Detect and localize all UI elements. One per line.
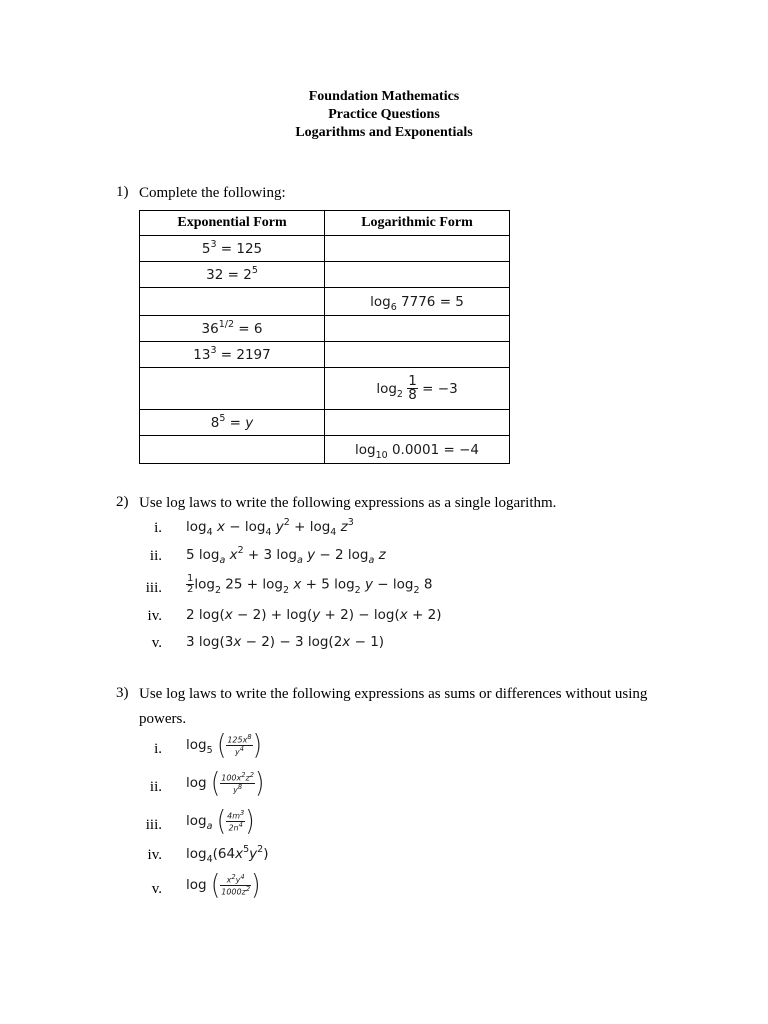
q2-expression: 2 log(x − 2) + log(y + 2) − log(x + 2) — [186, 607, 442, 623]
q3-expression: $\log_4(64x^5y^2)$ — [186, 844, 269, 865]
document-title: Foundation Mathematics — [308, 89, 460, 104]
log-cell: $\log_{10} 0.0001 = -4$ — [325, 436, 510, 464]
q2-expression: $\frac{1}{2}$ $\log_2 25 + \log_2 x + 5$ $\log_2 y - \log_2 8$ — [187, 573, 433, 596]
q2-item-label: ii. — [149, 548, 162, 564]
table-header-row — [140, 211, 510, 236]
document-subtitle: Practice Questions — [328, 107, 440, 122]
table-row — [140, 436, 510, 464]
q3-expression: $\log_5$ ( $\frac{125x^8}{y^4}$ ) — [186, 728, 262, 762]
table-row — [140, 316, 510, 342]
document-topic: Logarithms and Exponentials — [295, 125, 473, 140]
log-cell-blank — [325, 262, 510, 288]
exp-cell: $5^3 = 125$ — [140, 236, 325, 262]
question-2-number: 2) — [116, 494, 129, 510]
log-cell: $\log_2$ $\frac{1}{8}$ = −3 — [325, 368, 510, 410]
q3-item-label: v. — [151, 881, 162, 897]
q2-item-label: iii. — [145, 580, 162, 596]
exp-cell: $13^3 = 2197$ — [140, 342, 325, 368]
q3-expression: $\log_a$ ( $\frac{4m^3}{2n^4}$ ) — [186, 804, 255, 838]
exp-cell-blank — [140, 368, 325, 410]
q3-expression: log ( $\frac{x^2y^4}{1000z^2}$ ) — [186, 868, 261, 902]
q2-item-label: i. — [154, 520, 162, 536]
header-exponential-form: Exponential Form — [140, 211, 325, 236]
log-cell-blank — [325, 316, 510, 342]
question-3-prompt-line1: Use log laws to write the following expressions as sums or differences without using — [139, 686, 648, 702]
table-row — [140, 236, 510, 262]
q3-expression: log ( $\frac{100x^2z^2}{y^8}$ ) — [186, 766, 265, 800]
table-row — [140, 368, 510, 410]
table-row — [140, 288, 510, 316]
question-3-prompt-line2: powers. — [139, 711, 187, 727]
q2-item-label: v. — [151, 635, 162, 651]
q3-item-label: i. — [154, 741, 162, 757]
exp-cell: $32 = 2^5$ — [140, 262, 325, 288]
exp-log-table — [139, 210, 510, 464]
q2-item-label: iv. — [147, 608, 162, 624]
header-logarithmic-form: Logarithmic Form — [325, 211, 510, 236]
question-2-prompt: Use log laws to write the following expressions as a single logarithm. — [139, 495, 557, 511]
q3-item-label: iii. — [145, 817, 162, 833]
exp-cell-blank — [140, 288, 325, 316]
question-3-number: 3) — [116, 685, 129, 701]
table-row — [140, 410, 510, 436]
question-1-number: 1) — [116, 184, 129, 200]
q2-expression: $\log_4 x - \log_4 y^2 + \log_4 z^3$ — [186, 517, 354, 538]
q3-item-label: ii. — [149, 779, 162, 795]
log-cell-blank — [325, 236, 510, 262]
exp-cell-blank — [140, 436, 325, 464]
q2-expression: 5 $\log_a x^2 + 3$ $\log_a y - 2$ $\log_a z$ — [186, 545, 386, 566]
question-1-prompt: Complete the following: — [139, 185, 286, 201]
q3-item-label: iv. — [147, 847, 162, 863]
log-cell: $\log_6 7776 = 5$ — [325, 288, 510, 316]
exp-cell: $8^5 = y$ — [140, 410, 325, 436]
exp-cell: $36^{1/2} = 6$ — [140, 316, 325, 342]
table-row — [140, 262, 510, 288]
q2-expression: 3 log(3x − 2) − 3 log(2x − 1) — [186, 634, 385, 650]
log-cell-blank — [325, 342, 510, 368]
log-cell-blank — [325, 410, 510, 436]
table-row — [140, 342, 510, 368]
